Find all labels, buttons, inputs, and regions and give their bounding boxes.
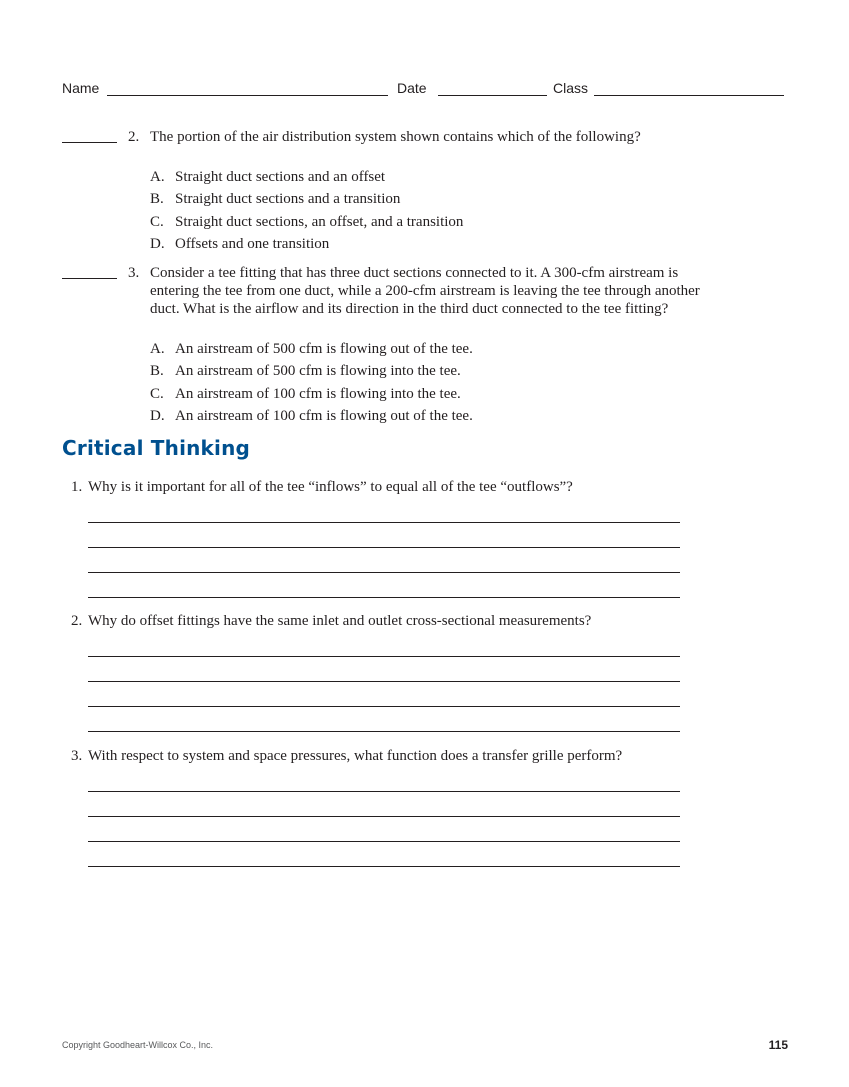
question-number: 3. [128,265,140,281]
answer-line[interactable] [88,597,680,598]
answer-line[interactable] [88,866,680,867]
option-b [150,190,650,212]
option-text: An airstream of 100 cfm is flowing out of the tee. [175,407,473,424]
option-letter: B. [150,191,164,208]
question-text: Why is it important for all of the tee “inflows” to equal all of the tee “outflows”? [88,479,573,495]
option-letter: D. [150,407,165,424]
page-number: 115 [768,1038,788,1052]
copyright-notice: Copyright Goodheart-Willcox Co., Inc. [62,1040,214,1050]
question-number: 2. [128,129,140,145]
option-a [150,168,650,190]
ct-question-1 [71,478,573,496]
answer-blank[interactable] [62,142,117,143]
question-text: Consider a tee fitting that has three duct sections connected to it. A 300-cfm airstream is entering the tee from one duct, while a 200-cfm airstream is leaving the tee through another duct. What is the airflow and its direction in the third duct connected to the tee fitting? [150,265,700,317]
answer-line[interactable] [88,791,680,792]
option-c [150,385,650,407]
question-number: 2. [71,613,83,629]
answer-line[interactable] [88,656,680,657]
answer-line[interactable] [88,681,680,682]
question-text: The portion of the air distribution system shown contains which of the following? [150,129,641,145]
option-c [150,213,650,235]
question-3 [62,264,722,429]
answer-line[interactable] [88,841,680,842]
option-text: Straight duct sections and a transition [175,191,401,208]
option-letter: A. [150,341,165,357]
option-letter: B. [150,363,164,380]
option-text: Offsets and one transition [175,235,330,252]
question-number: 3. [71,748,83,764]
option-text: An airstream of 100 cfm is flowing into the tee. [175,385,461,402]
ct-question-3 [71,747,622,765]
date-field[interactable] [438,95,547,96]
option-d [150,235,650,257]
option-text: An airstream of 500 cfm is flowing out of the tee. [175,341,473,357]
answer-line[interactable] [88,572,680,573]
class-label: Class [553,80,589,96]
options-list [150,340,650,429]
option-d [150,407,650,429]
option-text: An airstream of 500 cfm is flowing into the tee. [175,363,461,380]
option-letter: A. [150,169,165,185]
answer-line[interactable] [88,706,680,707]
section-heading-critical-thinking: Critical Thinking [62,436,251,460]
option-b [150,362,650,384]
options-list [150,168,650,257]
answer-line[interactable] [88,547,680,548]
option-letter: C. [150,385,164,402]
answer-line[interactable] [88,522,680,523]
class-field[interactable] [594,95,784,96]
option-text: Straight duct sections and an offset [175,169,386,185]
question-text: Why do offset fittings have the same inlet and outlet cross-sectional measurements? [88,613,592,629]
question-2 [62,128,722,258]
answer-line[interactable] [88,816,680,817]
question-text: With respect to system and space pressures, what function does a transfer grille perform? [88,748,623,764]
option-a [150,340,650,362]
ct-question-2 [71,612,591,630]
answer-blank[interactable] [62,278,117,279]
question-number: 1. [71,479,83,495]
name-label: Name [62,80,100,96]
date-label: Date [397,80,427,96]
option-letter: D. [150,235,165,252]
answer-line[interactable] [88,731,680,732]
option-letter: C. [150,213,164,230]
name-field[interactable] [107,95,388,96]
option-text: Straight duct sections, an offset, and a transition [175,213,464,230]
